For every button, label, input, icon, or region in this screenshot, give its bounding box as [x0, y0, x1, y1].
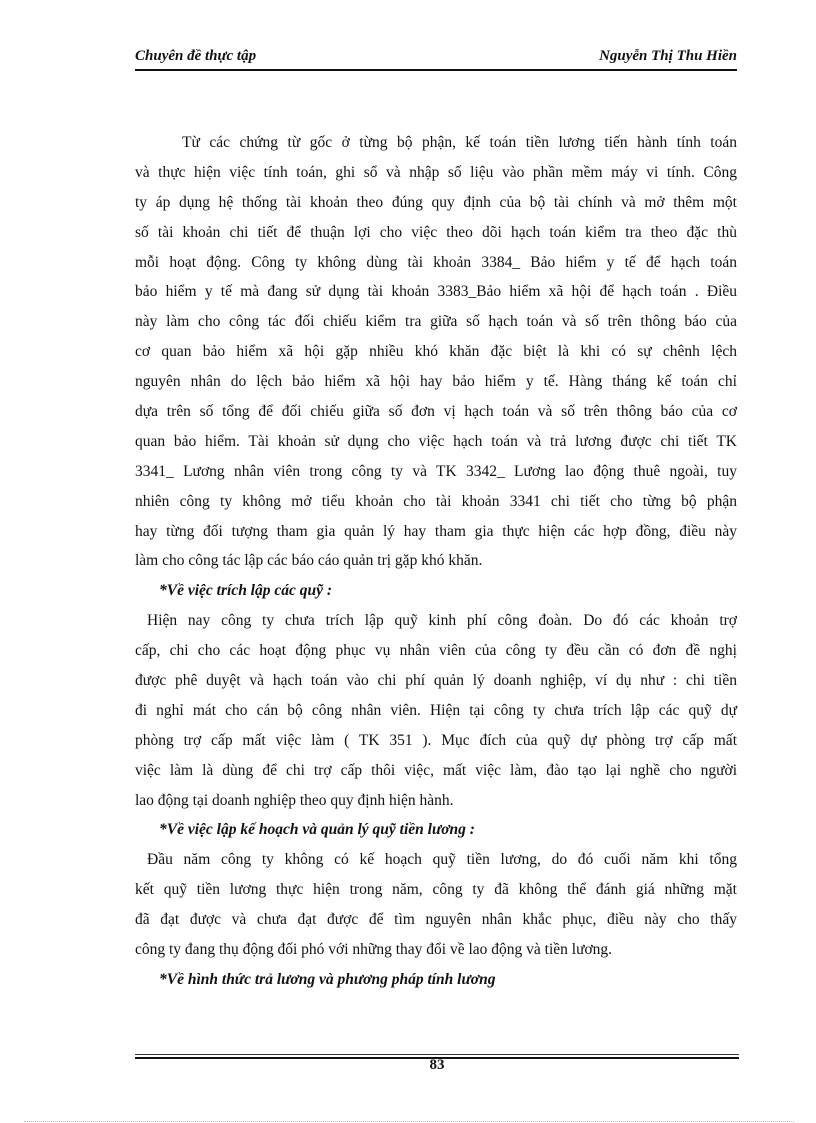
footer-divider-top	[135, 1054, 739, 1055]
text-line: quan bảo hiểm. Tài khoản sử dụng cho việc hạch toán và trả lương được chi tiết TK	[135, 432, 737, 450]
text-line: đã đạt được và chưa đạt được để tìm nguyên nhân khắc phục, điều này cho thấy	[135, 911, 737, 929]
text-line: này làm cho công tác đối chiếu kiểm tra giữa số hạch toán và số trên thông báo của	[135, 313, 737, 331]
section-heading-fund-allocation: *Về việc trích lập các quỹ :	[159, 582, 333, 600]
section-heading-salary-planning: *Về việc lập kế hoạch và quản lý quỹ tiền lương :	[159, 821, 475, 839]
header-divider	[135, 69, 737, 71]
text-line: phòng trợ cấp mất việc làm ( TK 351 ). Mục đích của quỹ dự phòng trợ cấp mất	[135, 731, 737, 749]
text-line: nguyên nhân do lệch bảo hiểm xã hội hay bảo hiểm y tế. Hàng tháng kế toán chỉ	[135, 373, 737, 391]
text-line: mỗi hoạt động. Công ty không dùng tài khoản 3384_ Bảo hiểm y tế để hạch toán	[135, 253, 737, 271]
text-line: Hiện nay công ty chưa trích lập quỹ kinh phí công đoàn. Do đó các khoản trợ	[147, 612, 737, 630]
page-header	[135, 48, 737, 68]
text-line: việc làm là dùng để chi trợ cấp thôi việc, mất việc làm, đào tạo lại nghề cho người	[135, 761, 737, 779]
text-line: Từ các chứng từ gốc ở từng bộ phận, kế toán tiền lương tiến hành tính toán	[182, 134, 737, 151]
text-line: hay từng đối tượng tham gia quản lý hay tham gia thực hiện các hợp đồng, điều này	[135, 522, 737, 540]
paragraph-accounting-process	[135, 128, 737, 576]
text-line: bảo hiểm y tế mà đang sử dụng tài khoản 3383_Bảo hiểm xã hội để hạch toán . Điều	[135, 283, 737, 301]
text-line: 3341_ Lương nhân viên trong công ty và TK 3342_ Lương lao động thuê ngoài, tuy	[135, 462, 737, 480]
text-line: lao động tại doanh nghiệp theo quy định hiện hành.	[135, 791, 454, 809]
document-body	[135, 128, 737, 995]
paragraph-fund-allocation	[135, 606, 737, 815]
text-line: cơ quan bảo hiểm xã hội gặp nhiều khó khăn đặc biệt là khi có sự chênh lệch	[135, 343, 737, 361]
page-number: 83	[429, 1057, 445, 1073]
page-boundary	[24, 1121, 794, 1122]
text-line: đi nghỉ mát cho cán bộ công nhân viên. Hiện tại công ty chưa trích lập các quỹ dự	[135, 701, 737, 719]
header-author-name: Nguyễn Thị Thu Hiền	[599, 48, 737, 64]
text-line: được phê duyệt và hạch toán vào chi phí quản lý doanh nghiệp, ví dụ như : chi tiền	[135, 672, 737, 690]
header-document-title: Chuyên đề thực tập	[135, 48, 257, 64]
text-line: làm cho công tác lập các báo cáo quản trị gặp khó khăn.	[135, 552, 483, 570]
paragraph-salary-planning	[135, 845, 737, 965]
text-line: kết quỹ tiền lương thực hiện trong năm, công ty đã không thể đánh giá những mặt	[135, 881, 737, 899]
text-line: số tài khoản chi tiết để thuận lợi cho việc theo dõi hạch toán kiểm tra theo đặc thù	[135, 223, 737, 241]
text-line: công ty đang thụ động đối phó với những thay đổi về lao động và tiền lương.	[135, 941, 613, 959]
text-line: nhiên công ty không mở tiểu khoản cho tài khoản 3341 chi tiết cho từng bộ phận	[135, 492, 737, 510]
text-line: dựa trên số tổng để đối chiếu giữa số đơn vị hạch toán và số trên thông báo của cơ	[135, 403, 737, 421]
text-line: ty áp dụng hệ thống tài khoản theo đúng quy định của bộ tài chính và mở thêm một	[135, 193, 737, 211]
text-line: cấp, chi cho các hoạt động phục vụ nhân viên của công ty đều cần có đơn đề nghị	[135, 642, 737, 660]
text-line: và thực hiện việc tính toán, ghi sổ và nhập số liệu vào phần mềm máy vi tính. Công	[135, 163, 737, 181]
text-line: Đầu năm công ty không có kế hoạch quỹ tiền lương, do đó cuối năm khi tổng	[147, 851, 737, 869]
section-heading-payment-methods: *Về hình thức trả lương và phương pháp tính lương	[159, 970, 496, 988]
